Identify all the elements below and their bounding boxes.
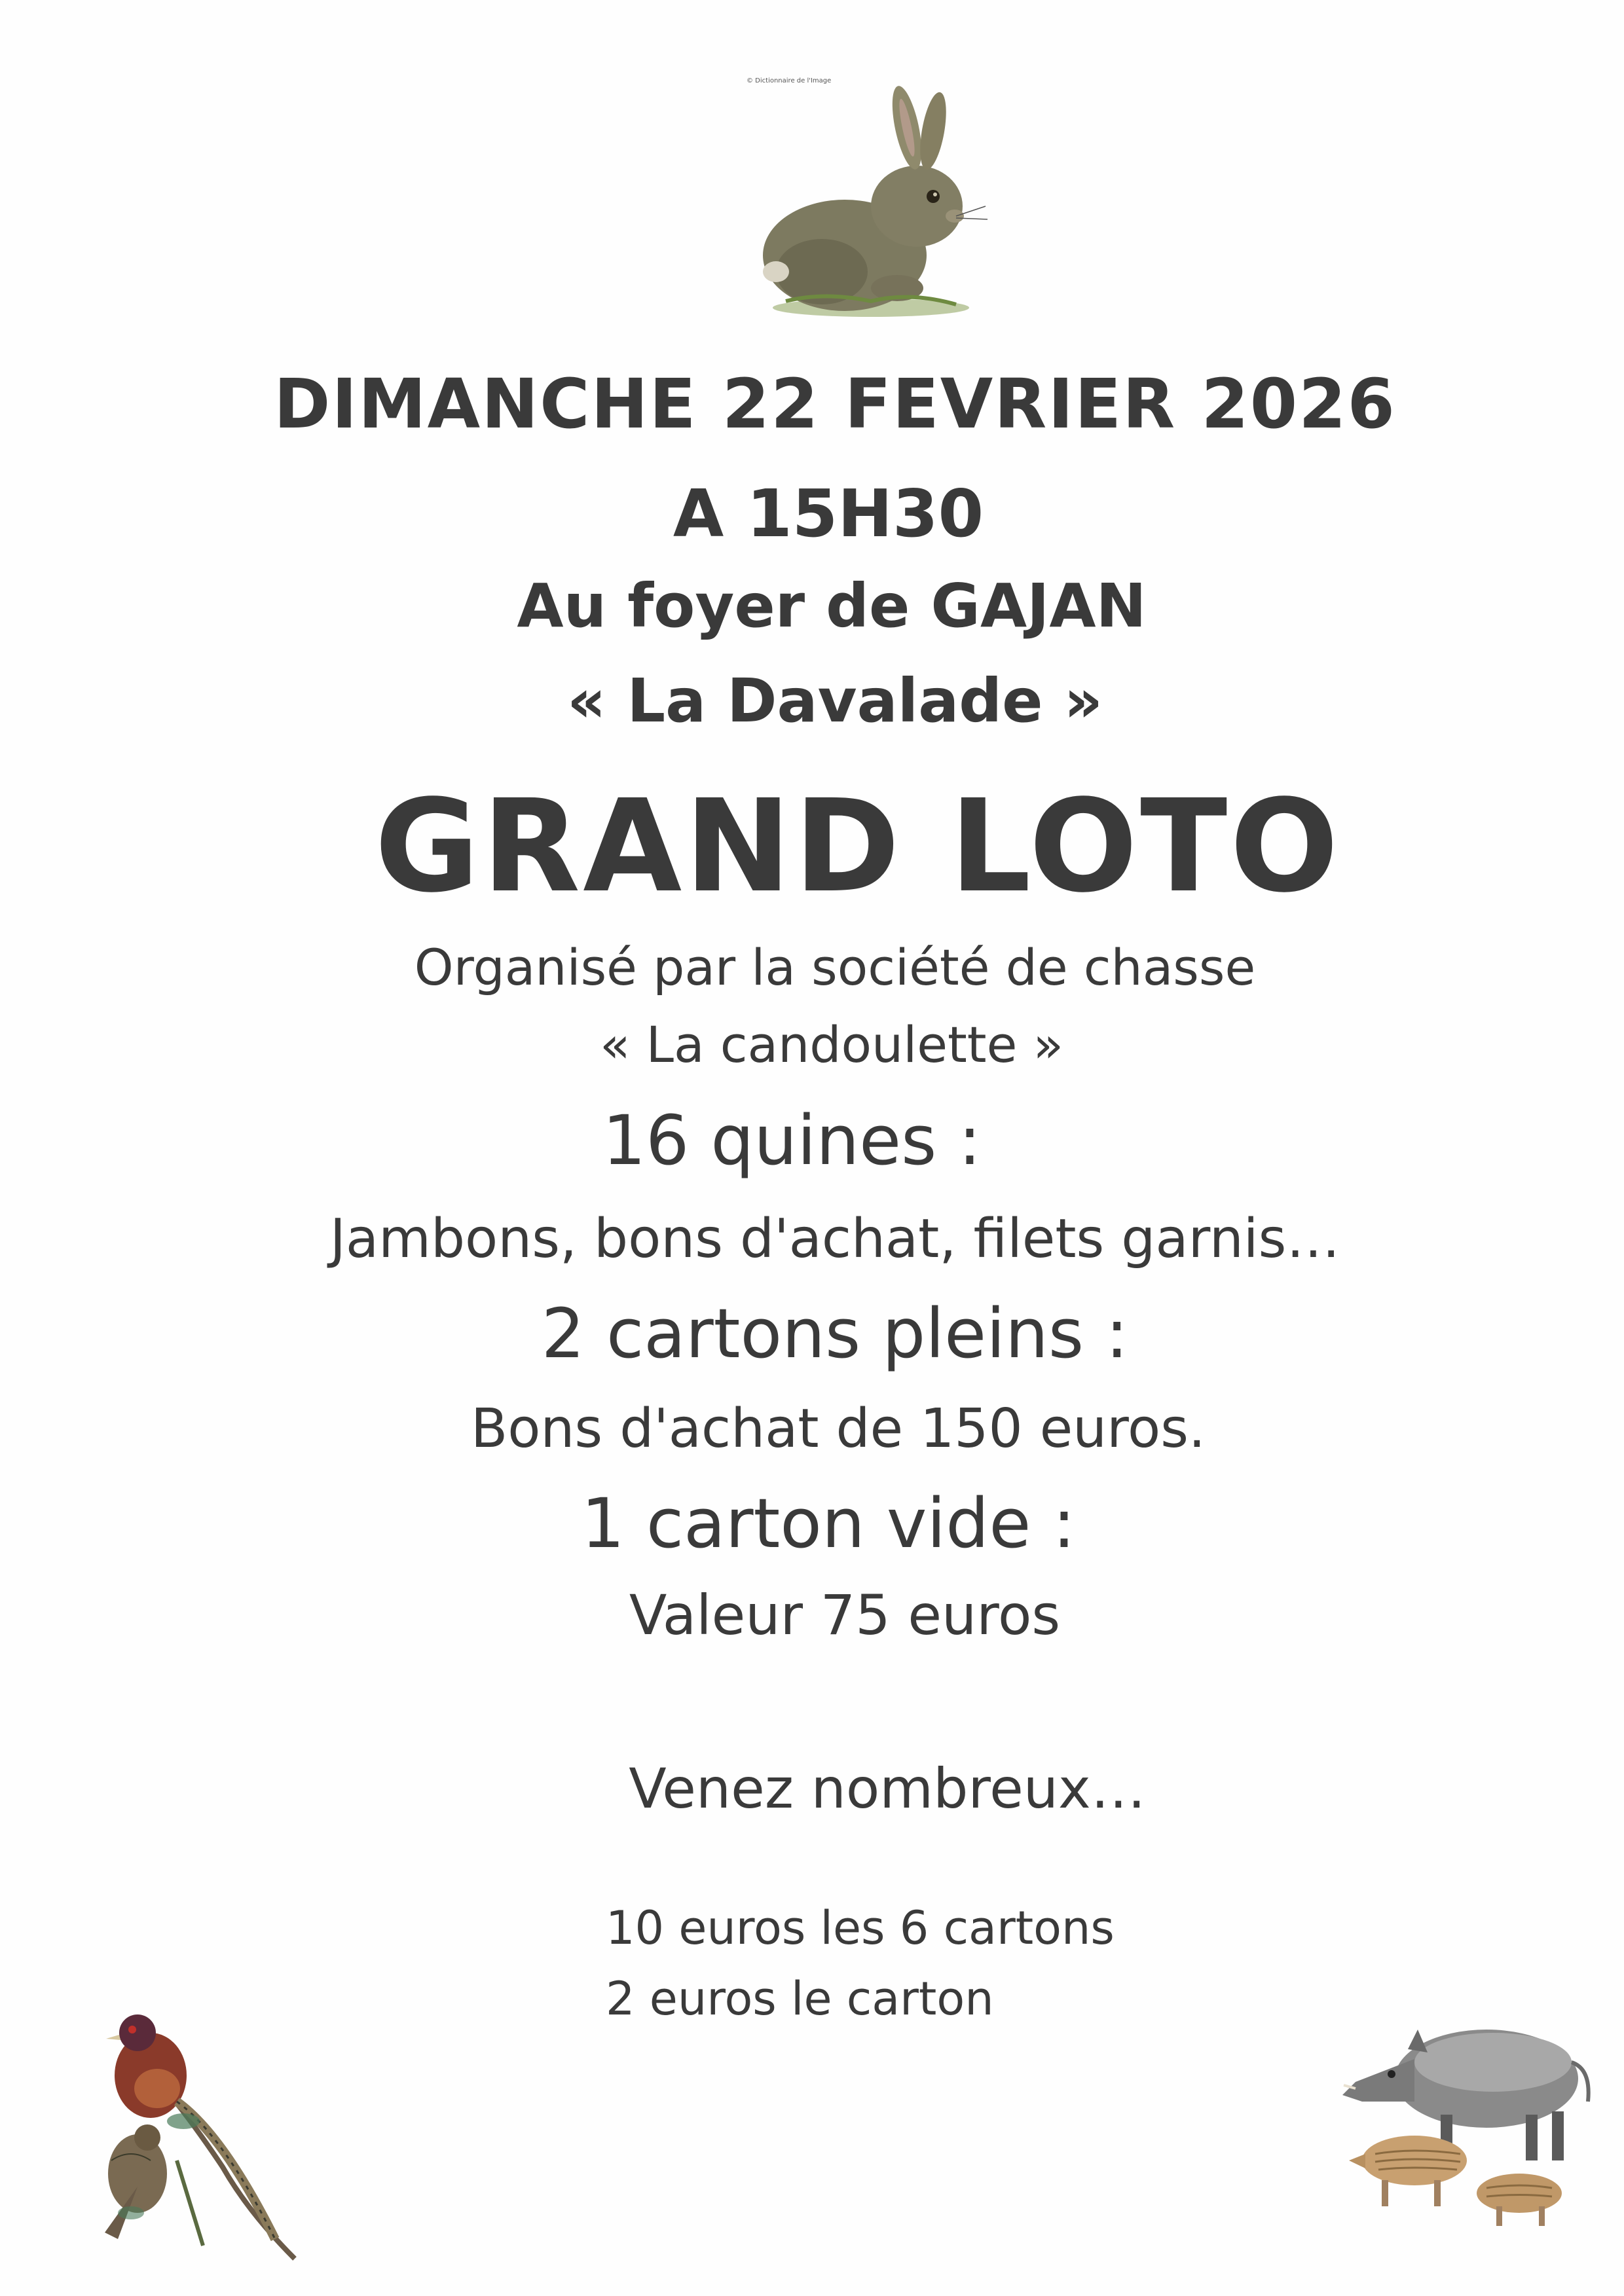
headline: GRAND LOTO bbox=[375, 772, 1341, 920]
carton-vide-title: 1 carton vide : bbox=[581, 1484, 1076, 1563]
organizer-name: « La candoulette » bbox=[599, 1015, 1064, 1074]
organizer-line: Organisé par la société de chasse bbox=[414, 938, 1256, 996]
pheasant-illustration bbox=[92, 1997, 308, 2272]
quines-title: 16 quines : bbox=[602, 1101, 982, 1180]
event-date: DIMANCHE 22 FEVRIER 2026 bbox=[274, 364, 1396, 444]
image-credit: © Dictionnaire de l'Image bbox=[747, 77, 832, 84]
invitation: Venez nombreux… bbox=[629, 1757, 1146, 1821]
carton-vide-detail: Valeur 75 euros bbox=[629, 1583, 1061, 1647]
price-one-card: 2 euros le carton bbox=[606, 1972, 994, 2026]
event-time: A 15H30 bbox=[673, 475, 984, 552]
rabbit-illustration bbox=[747, 75, 995, 324]
quines-detail: Jambons, bons d'achat, filets garnis… bbox=[329, 1208, 1340, 1270]
cartons-pleins-title: 2 cartons pleins : bbox=[541, 1294, 1129, 1374]
cartons-pleins-detail: Bons d'achat de 150 euros. bbox=[471, 1398, 1206, 1460]
price-six-cards: 10 euros les 6 cartons bbox=[606, 1901, 1115, 1955]
event-venue: Au foyer de GAJAN bbox=[517, 571, 1147, 641]
wild-boar-illustration bbox=[1329, 1997, 1604, 2232]
venue-name: « La Davalade » bbox=[566, 666, 1103, 736]
